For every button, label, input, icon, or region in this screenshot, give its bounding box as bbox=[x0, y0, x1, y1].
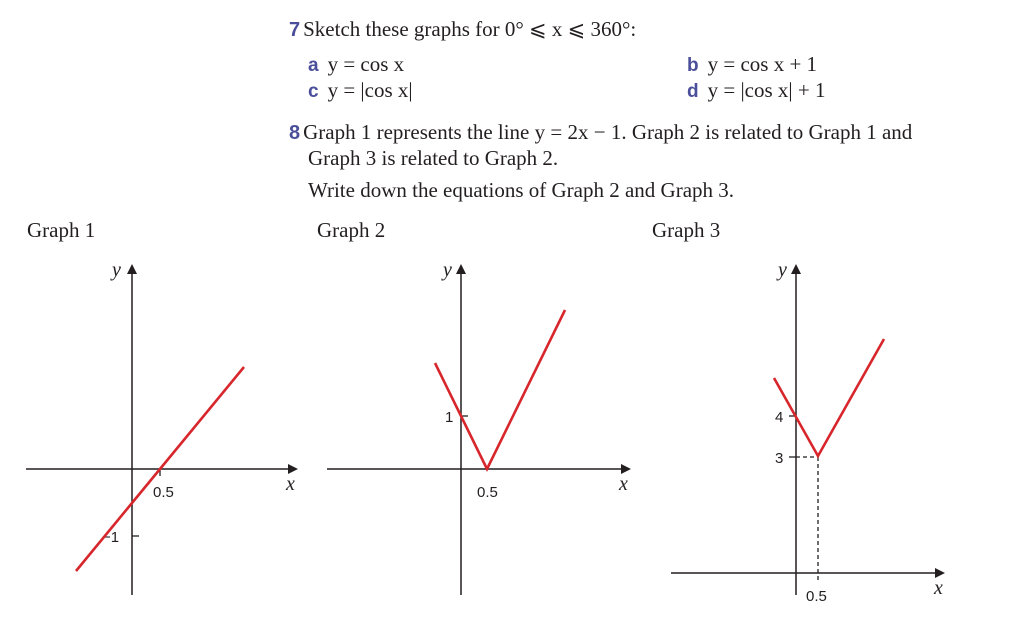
y-tick-label: 1 bbox=[445, 409, 454, 426]
part-expression: y = cos x + 1 bbox=[707, 52, 818, 76]
y-axis-label: y bbox=[112, 259, 121, 281]
part-label: a bbox=[308, 55, 319, 76]
part-label: d bbox=[687, 81, 699, 102]
graph-3-line bbox=[774, 339, 884, 456]
y-tick-label: −1 bbox=[102, 529, 120, 546]
part-label: b bbox=[687, 55, 699, 76]
x-tick-label: 0.5 bbox=[477, 484, 498, 501]
question-8-line-3: Write down the equations of Graph 2 and Graph 3. bbox=[308, 178, 735, 202]
part-expression: y = |cos x| + 1 bbox=[707, 78, 826, 102]
question-7-number: 7 bbox=[289, 19, 301, 41]
part-expression: y = cos x bbox=[327, 52, 405, 76]
y-axis-label: y bbox=[443, 259, 452, 281]
graph-1-title: Graph 1 bbox=[27, 218, 96, 242]
part-expression: y = |cos x| bbox=[327, 78, 413, 102]
question-8-text-1: Graph 1 represents the line y = 2x − 1. Graph 2 is related to Graph 1 and bbox=[303, 120, 913, 144]
question-7-text: Sketch these graphs for 0° ⩽ x ⩽ 360°: bbox=[303, 17, 637, 41]
y-axis-arrow bbox=[791, 264, 801, 274]
graph-3-title: Graph 3 bbox=[652, 218, 721, 242]
x-tick-label: 0.5 bbox=[806, 588, 827, 605]
x-axis-label: x bbox=[934, 577, 943, 599]
question-8-number: 8 bbox=[289, 122, 301, 144]
x-axis-label: x bbox=[286, 473, 295, 495]
question-8-line-2: Graph 3 is related to Graph 2. bbox=[308, 146, 559, 170]
y-tick-label: 4 bbox=[775, 409, 784, 426]
part-label: c bbox=[308, 81, 319, 102]
graph-2-title: Graph 2 bbox=[317, 218, 386, 242]
x-axis-label: x bbox=[619, 473, 628, 495]
y-tick-label: 3 bbox=[775, 450, 784, 467]
x-tick-label: 0.5 bbox=[153, 484, 174, 501]
y-axis-label: y bbox=[778, 259, 787, 281]
